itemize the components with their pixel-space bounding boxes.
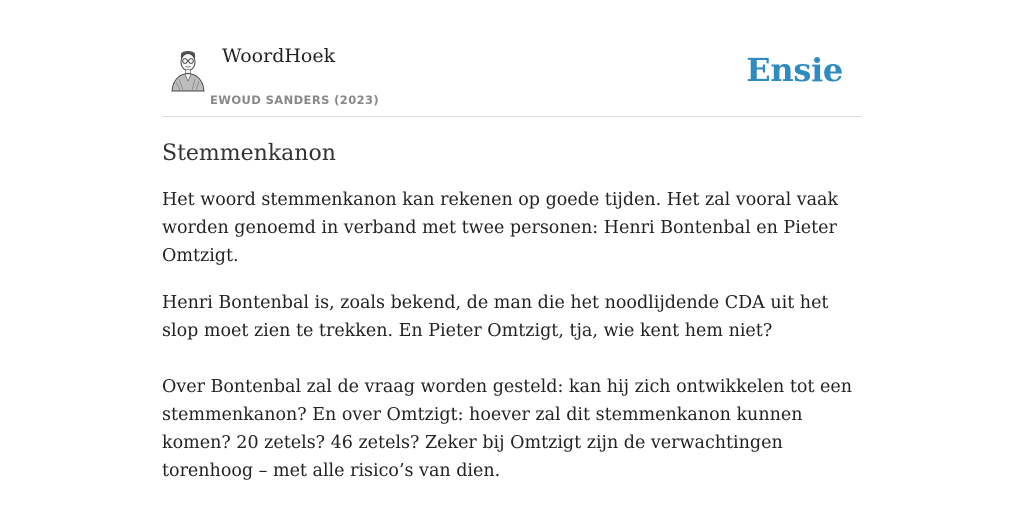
post-paragraph: Het woord stemmenkanon kan rekenen op goede tijden. Het zal vooral vaak worden genoemd in verband met twee personen: Henri Bontenbal en Pieter Omtzigt.	[162, 190, 839, 266]
author-portrait-icon	[168, 48, 208, 92]
blog-header	[162, 32, 862, 117]
post-content	[162, 138, 862, 504]
ensie-logo-link[interactable]: Ensie	[746, 51, 843, 89]
author-avatar[interactable]	[168, 48, 208, 92]
post-title: Stemmenkanon	[162, 141, 336, 166]
post-paragraph: Henri Bontenbal is, zoals bekend, de man die het noodlijdende CDA uit het slop moet zien te trekken. En Pieter Omtzigt, tja, wie kent hem niet?	[162, 293, 829, 341]
post-paragraph: Over Bontenbal zal de vraag worden gesteld: kan hij zich ontwikkelen tot een stemmenkanon? En over Omtzigt: hoever zal dit stemmenkanon kunnen komen? 20 zetels? 46 zetels? Zeker bij Omtzigt zijn de verwachtingen torenhoog – met alle risico’s van dien.	[162, 377, 853, 481]
author-credit: EWOUD SANDERS (2023)	[210, 93, 380, 107]
blog-title[interactable]: WoordHoek	[222, 45, 336, 67]
